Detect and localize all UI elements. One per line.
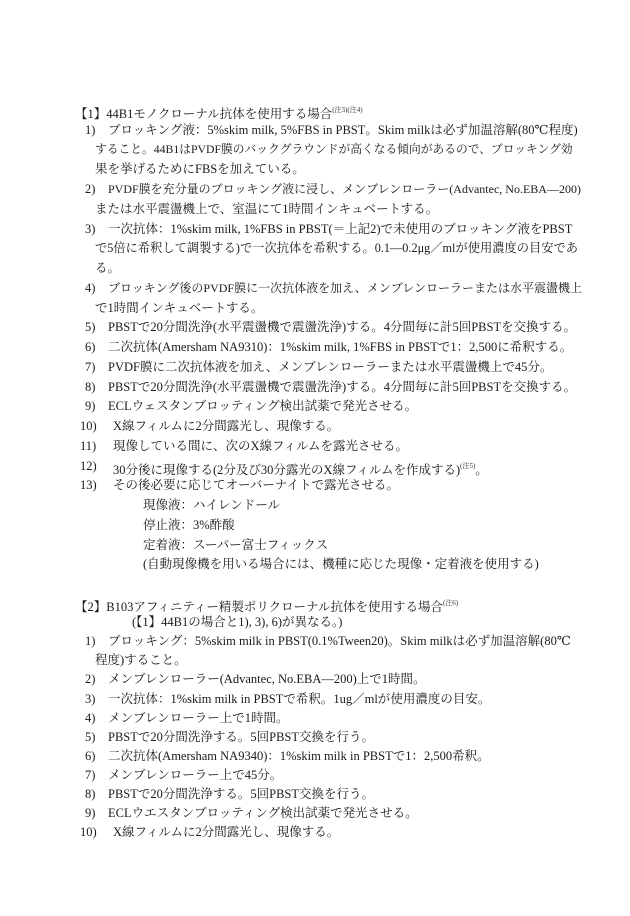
step-text xyxy=(113,822,339,842)
step-line: メンブレンローラー(Advantec, No.EBA—200)上で1時間。 xyxy=(108,672,426,687)
heading-text: 【1】44B1モノクローナル抗体を使用する場合 xyxy=(75,107,333,121)
step-number: 1) xyxy=(85,634,96,649)
step-text xyxy=(113,475,399,495)
step-line: PVDF膜に二次抗体液を加え、メンブレンローラーまたは水平震盪機上で45分。 xyxy=(108,359,553,374)
step-line: メンブレンローラー上で1時間。 xyxy=(108,710,289,725)
step-line: ECLウエスタンブロッティング検出試薬で発光させる。 xyxy=(108,806,418,821)
section-heading xyxy=(75,593,458,613)
step-text xyxy=(108,120,578,140)
step-text xyxy=(108,377,576,397)
step-number: 8) xyxy=(85,379,96,394)
step-text xyxy=(108,396,417,416)
heading-text: 【2】B103アフィニティー精製ポリクローナル抗体を使用する場合 xyxy=(75,600,443,614)
step-line: X線フィルムに2分間露光し、現像する。 xyxy=(113,825,340,840)
step-text xyxy=(95,238,578,258)
step-line: または水平震盪機上で、室温にて1時間インキュベートする。 xyxy=(95,201,439,216)
step-number: 7) xyxy=(85,359,96,374)
step-number: 5) xyxy=(85,320,96,335)
step-text xyxy=(108,708,288,728)
step-number: 2) xyxy=(85,672,96,687)
footnote-ref: (注6) xyxy=(442,599,459,607)
step-line: その後必要に応じてオーバーナイトで露光させる。 xyxy=(113,478,400,493)
step-line: 果を挙げるためにFBSを加えている。 xyxy=(95,162,305,177)
section-heading xyxy=(75,100,363,120)
step-text xyxy=(108,357,552,377)
step-line: で1時間インキュベートする。 xyxy=(95,300,264,315)
step-line-end: 。 xyxy=(475,462,488,477)
step-text xyxy=(108,219,572,239)
step-number: 6) xyxy=(85,748,96,763)
step-text xyxy=(95,650,187,670)
step-line: 二次抗体(Amersham NA9340)：1%skim milk in PBSTで1：2,500希釈。 xyxy=(108,748,490,763)
step-line: すること。44B1はPVDF膜のバックグラウンドが高くなる傾向があるので、ブロッキング効 xyxy=(95,142,573,156)
step-text xyxy=(108,278,582,298)
step-text xyxy=(108,337,572,357)
step-number: 4) xyxy=(85,710,96,725)
reagent-note: 定着液：スーパー富士フィックス xyxy=(143,537,329,552)
step-text xyxy=(113,456,488,476)
step-line: ブロッキング：5%skim milk in PBST(0.1%Tween20)。Skim milkは必ず加温溶解(80℃ xyxy=(108,634,571,649)
step-line: メンブレンローラー上で45分。 xyxy=(108,767,283,782)
step-text xyxy=(108,727,374,747)
step-line: 二次抗体(Amersham NA9310)：1%skim milk, 1%FBS in PBSTで1：2,500に希釈する。 xyxy=(108,340,573,354)
step-text xyxy=(108,179,581,199)
step-line: 一次抗体：1%skim milk in PBSTで希釈。1ug／mlが使用濃度の目安。 xyxy=(108,691,491,706)
step-line: PBSTで20分間洗浄(水平震盪機で震盪洗浄)する。4分間毎に計5回PBSTを交換する。 xyxy=(108,379,577,394)
step-text xyxy=(108,746,490,766)
step-line: PVDF膜を充分量のブロッキング液に浸し、メンブレンローラー(Advantec, No.EBA—200) xyxy=(108,182,581,196)
footnote-ref: (注3)(注4) xyxy=(332,106,363,114)
step-text xyxy=(108,669,426,689)
step-line: ECLウェスタンブロッティング検出試薬で発光させる。 xyxy=(108,399,418,414)
step-line: で5倍に希釈して調製する)で一次抗体を希釈する。0.1—0.2μg／mlが使用濃度の目安であ xyxy=(95,241,578,256)
step-text xyxy=(108,317,576,337)
step-number: 6) xyxy=(85,340,96,354)
step-number: 7) xyxy=(85,767,96,782)
step-number: 13) xyxy=(80,478,97,493)
step-number: 5) xyxy=(85,729,96,744)
step-line: ブロッキング液：5%skim milk, 5%FBS in PBST。Skim milkは必ず加温溶解(80℃程度) xyxy=(108,122,578,137)
step-text xyxy=(95,159,305,179)
reagent-note: (自動現像機を用いる場合には、機種に応じた現像・定着液を使用する) xyxy=(143,557,539,572)
step-number: 10) xyxy=(80,419,97,433)
step-text xyxy=(95,140,573,160)
step-text xyxy=(108,765,282,785)
step-text xyxy=(95,199,438,219)
step-number: 3) xyxy=(85,691,96,706)
step-text xyxy=(108,803,418,823)
step-line: PBSTで20分間洗浄(水平震盪機で震盪洗浄)する。4分間毎に計5回PBSTを交換する。 xyxy=(108,320,577,335)
reagent-note: 停止液：3%酢酸 xyxy=(143,517,235,532)
step-number: 4) xyxy=(85,280,96,295)
step-number: 10) xyxy=(80,825,97,840)
step-line: る。 xyxy=(95,261,121,275)
step-line: X線フィルムに2分間露光し、現像する。 xyxy=(113,419,340,433)
step-line: 現像している間に、次のX線フィルムを露光させる。 xyxy=(113,438,409,453)
step-text xyxy=(108,784,374,804)
step-text xyxy=(113,416,339,436)
step-text xyxy=(113,436,408,456)
step-text xyxy=(108,631,571,651)
step-text xyxy=(95,298,263,318)
step-line: 程度)すること。 xyxy=(95,653,187,668)
step-line: 一次抗体：1%skim milk, 1%FBS in PBST(＝上記2)で未使用のブロッキング液をPBST xyxy=(108,221,573,236)
step-text xyxy=(95,258,120,278)
section-subheading: (【1】44B1の場合と1), 3), 6)が異なる。) xyxy=(132,615,343,630)
step-line: 30分後に現像する(2分及び30分露光のX線フィルムを作成する) xyxy=(113,462,461,477)
step-line: PBSTで20分間洗浄する。5回PBST交換を行う。 xyxy=(108,787,375,801)
step-line: ブロッキング後のPVDF膜に一次抗体液を加え、メンブレンローラーまたは水平震盪機上 xyxy=(108,280,583,295)
step-number: 12) xyxy=(80,458,97,473)
step-number: 3) xyxy=(85,221,96,236)
step-number: 9) xyxy=(85,399,96,414)
reagent-note: 現像液：ハイレンドール xyxy=(143,498,280,512)
step-number: 11) xyxy=(80,438,97,453)
footnote-ref: (注5) xyxy=(460,461,476,470)
step-text xyxy=(108,689,490,709)
step-line: PBSTで20分間洗浄する。5回PBST交換を行う。 xyxy=(108,729,375,744)
step-number: 9) xyxy=(85,806,96,821)
step-number: 8) xyxy=(85,787,96,801)
step-number: 1) xyxy=(85,122,96,137)
step-number: 2) xyxy=(85,182,96,196)
